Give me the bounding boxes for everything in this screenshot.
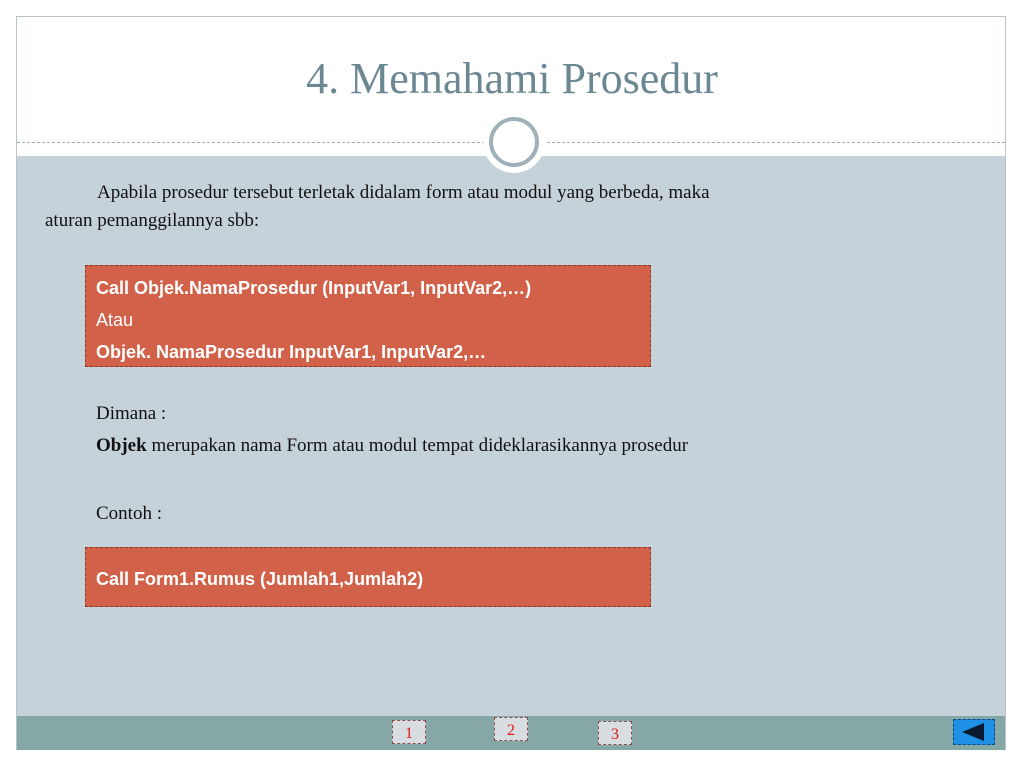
syntax-line-atau: Atau <box>96 310 134 330</box>
objek-term: Objek <box>96 435 147 456</box>
intro-line-2: aturan pemanggilannya sbb: <box>45 210 260 231</box>
slide-frame <box>16 16 1006 750</box>
intro-paragraph <box>45 179 945 235</box>
syntax-box <box>85 265 651 367</box>
dimana-label: Dimana : <box>96 403 167 424</box>
back-button[interactable] <box>953 719 995 745</box>
example-box: Call Form1.Rumus (Jumlah1,Jumlah2) <box>85 547 651 607</box>
slide-title: 4. Memahami Prosedur <box>306 54 718 103</box>
objek-desc: merupakan nama Form atau modul tempat dideklarasikannya prosedur <box>146 435 689 456</box>
syntax-line-call: Call Objek.NamaProsedur (InputVar1, InputVar2,…) <box>96 278 532 298</box>
contoh-label: Contoh : <box>96 503 162 524</box>
nav-page-3-button[interactable]: 3 <box>598 721 632 745</box>
intro-line-1: Apabila prosedur tersebut terletak didalam form atau modul yang berbeda, maka <box>97 182 710 203</box>
back-arrow-icon <box>954 720 994 744</box>
nav-page-1-button[interactable]: 1 <box>392 720 426 744</box>
objek-description <box>96 435 688 457</box>
decorative-ring-icon <box>489 117 539 167</box>
nav-page-2-button[interactable]: 2 <box>494 717 528 741</box>
syntax-line-direct: Objek. NamaProsedur InputVar1, InputVar2,… <box>96 342 487 362</box>
